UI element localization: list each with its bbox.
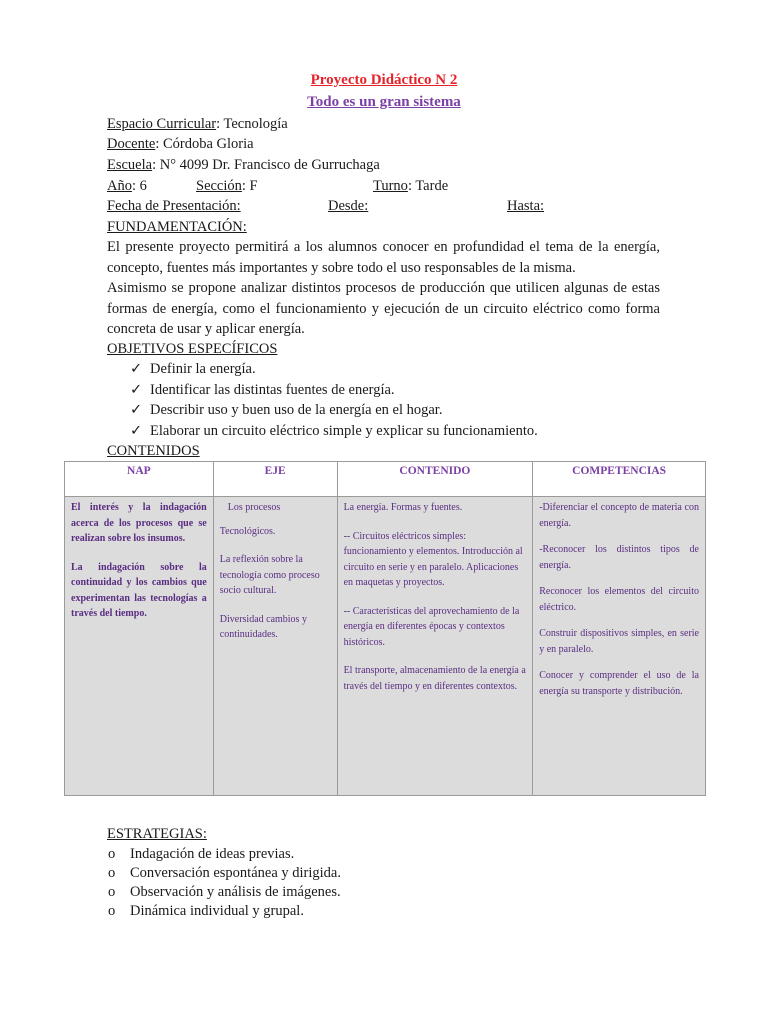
- seccion-value: : F: [241, 178, 258, 194]
- objetivo-text: Definir la energía.: [150, 361, 256, 377]
- objetivo-text: Describir uso y buen uso de la energía en el hogar.: [150, 402, 443, 418]
- objetivo-item: [130, 402, 442, 419]
- desde-label: Desde:: [328, 198, 369, 214]
- header-competencias: COMPETENCIAS: [533, 462, 706, 497]
- contenidos-heading: CONTENIDOS: [107, 443, 200, 459]
- nap-text: El interés y la indagación acerca de los procesos que se realizan sobre los insumos.: [71, 502, 207, 544]
- bullet-circle-icon: o: [108, 865, 116, 881]
- seccion-field: [196, 178, 258, 195]
- table-row: [65, 497, 706, 796]
- estrategia-item: [108, 865, 341, 882]
- objetivo-item: [130, 361, 256, 378]
- seccion-label: Sección: [196, 178, 242, 194]
- header-nap: NAP: [65, 462, 214, 497]
- anio-label: Año: [107, 178, 132, 194]
- competencias-cell: [533, 497, 706, 796]
- docente-label: Docente: [107, 136, 156, 152]
- competencia-text: Construir dispositivos simples, en serie y en paralelo.: [539, 628, 699, 655]
- contenido-text: El transporte, almacenamiento de la energía a través del tiempo y en diferentes contextos.: [343, 665, 526, 692]
- bullet-circle-icon: o: [108, 884, 116, 900]
- header-contenido: CONTENIDO: [337, 462, 533, 497]
- espacio-label: Espacio Curricular: [107, 116, 217, 132]
- competencia-text: Reconocer los elementos del circuito eléctrico.: [539, 586, 699, 613]
- checkmark-icon: ✓: [130, 402, 143, 418]
- table-header-row: [65, 462, 706, 497]
- bullet-circle-icon: o: [108, 903, 116, 919]
- competencia-text: -Diferenciar el concepto de materia con energía.: [539, 502, 699, 529]
- anio-field: [107, 178, 147, 195]
- turno-label: Turno: [373, 178, 408, 194]
- eje-text: Tecnológicos.: [219, 525, 276, 537]
- estrategia-text: Dinámica individual y grupal.: [130, 903, 304, 919]
- eje-cell: [213, 497, 337, 796]
- fundamentacion-paragraph-2: Asimismo se propone analizar distintos procesos de producción que utilicen algunas de estas formas de energía, como el funcionamiento y ejecución de un circuito eléctrico como forma concreta de usar y aplicar energía.: [107, 280, 660, 337]
- bullet-circle-icon: o: [108, 846, 116, 862]
- document-title: Proyecto Didáctico N 2: [310, 72, 458, 88]
- objetivos-heading: OBJETIVOS ESPECÍFICOS: [107, 341, 278, 357]
- contenidos-table: [64, 461, 706, 796]
- eje-text: Los procesos: [227, 502, 281, 513]
- eje-text: La reflexión sobre la tecnología como proceso socio cultural.: [219, 554, 320, 596]
- espacio-curricular-line: [107, 116, 288, 133]
- eje-text: Diversidad cambios y continuidades.: [219, 613, 307, 640]
- docente-line: [107, 136, 254, 153]
- contenido-cell: [337, 497, 533, 796]
- objetivo-text: Elaborar un circuito eléctrico simple y explicar su funcionamiento.: [150, 423, 538, 439]
- competencia-text: -Reconocer los distintos tipos de energía.: [539, 544, 699, 571]
- checkmark-icon: ✓: [130, 361, 143, 377]
- fundamentacion-heading: FUNDAMENTACIÓN:: [107, 219, 247, 235]
- docente-value: : Córdoba Gloria: [155, 136, 254, 152]
- contenido-text: -- Características del aprovechamiento de la energía en diferentes épocas y contextos históricos.: [343, 605, 520, 648]
- estrategia-item: [108, 884, 341, 901]
- estrategia-text: Indagación de ideas previas.: [130, 846, 295, 862]
- estrategia-text: Observación y análisis de imágenes.: [130, 884, 341, 900]
- espacio-value: : Tecnología: [216, 116, 288, 132]
- escuela-line: [107, 157, 380, 174]
- competencia-text: Conocer y comprender el uso de la energía su transporte y distribución.: [539, 670, 699, 697]
- estrategias-heading: ESTRATEGIAS:: [107, 826, 207, 842]
- document-subtitle: Todo es un gran sistema: [307, 94, 461, 110]
- fecha-presentacion-label: Fecha de Presentación:: [107, 198, 241, 214]
- nap-cell: [65, 497, 214, 796]
- anio-value: : 6: [131, 178, 147, 194]
- objetivo-item: [130, 382, 395, 399]
- escuela-value: : N° 4099 Dr. Francisco de Gurruchaga: [152, 157, 380, 173]
- turno-value: : Tarde: [407, 178, 449, 194]
- nap-text: La indagación sobre la continuidad y los cambios que experimentan las tecnologías a través del tiempo.: [71, 561, 207, 619]
- objetivo-item: [130, 423, 538, 440]
- hasta-label: Hasta:: [507, 198, 545, 214]
- escuela-label: Escuela: [107, 157, 153, 173]
- estrategia-text: Conversación espontánea y dirigida.: [130, 865, 341, 881]
- fundamentacion-paragraph-1: El presente proyecto permitirá a los alumnos conocer en profundidad el tema de la energía, concepto, fuentes más importantes y sobre todo el uso responsables de la misma.: [107, 239, 660, 276]
- turno-field: [373, 178, 448, 195]
- checkmark-icon: ✓: [130, 423, 143, 439]
- header-eje: EJE: [213, 462, 337, 497]
- objetivo-text: Identificar las distintas fuentes de energía.: [150, 382, 395, 398]
- estrategia-item: [108, 903, 304, 920]
- contenido-text: La energía. Formas y fuentes.: [343, 502, 463, 513]
- checkmark-icon: ✓: [130, 382, 143, 398]
- estrategia-item: [108, 846, 294, 863]
- contenido-text: -- Circuitos eléctricos simples: funcionamiento y elementos. Introducción al circuito en serie y en paralelo. Aplicaciones en maquetas y proyectos.: [343, 530, 523, 588]
